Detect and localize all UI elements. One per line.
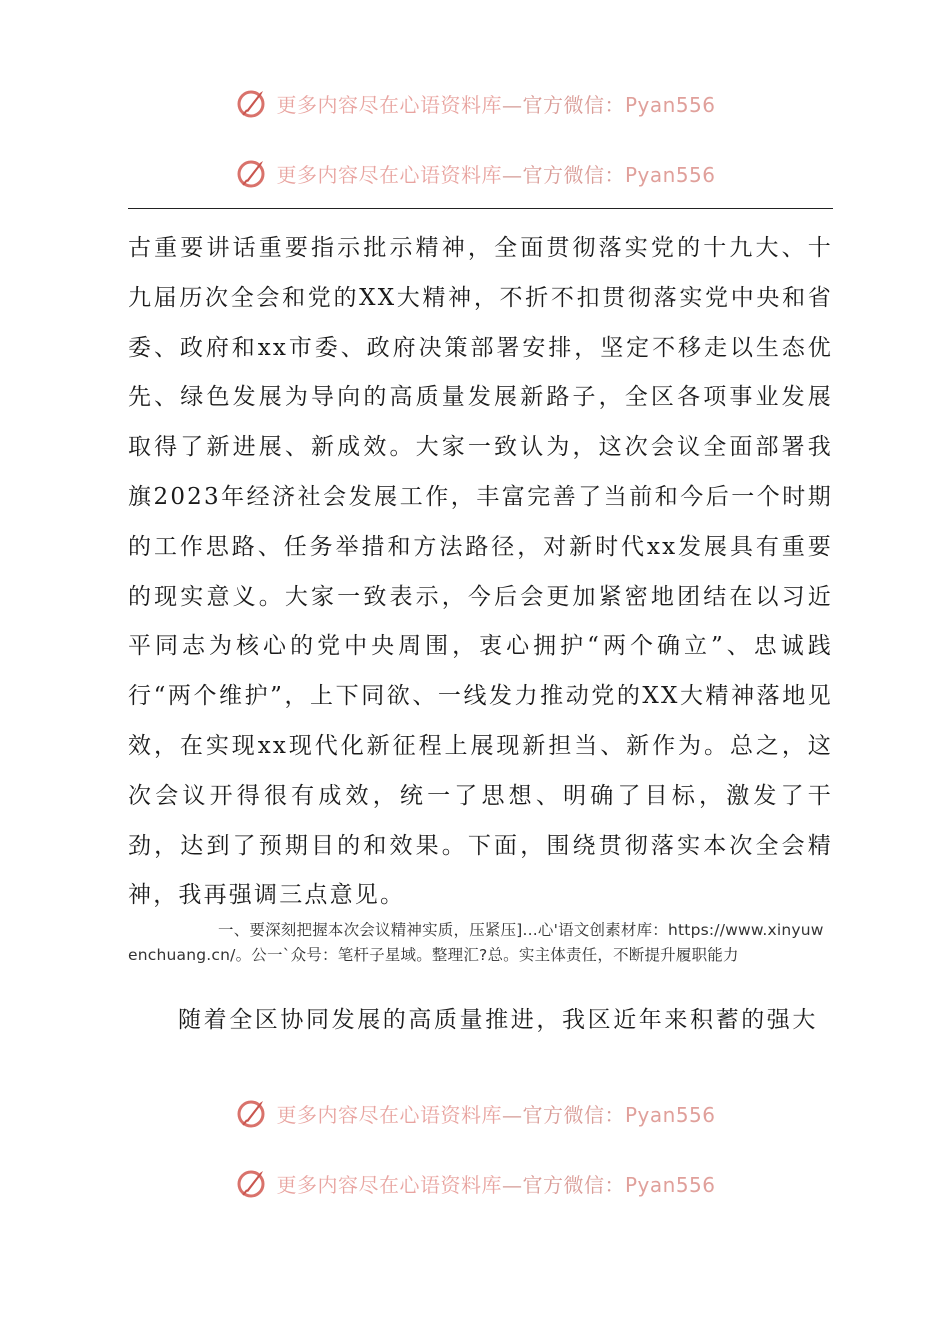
watermark-wechat-id: Pyan556 bbox=[624, 92, 716, 117]
watermark-banner-top-2 bbox=[0, 153, 950, 193]
watermark-text: 更多内容尽在心语资料库 bbox=[276, 92, 502, 117]
watermark-wechat-label: 官方微信： bbox=[522, 92, 625, 117]
watermark-wechat-label: 官方微信： bbox=[522, 162, 625, 187]
header-divider bbox=[128, 208, 833, 209]
watermark-text: 更多内容尽在心语资料库 bbox=[276, 162, 502, 187]
watermark-wechat-label: 官方微信： bbox=[522, 1102, 625, 1127]
quill-logo-icon bbox=[234, 85, 270, 121]
watermark-separator: — bbox=[501, 92, 523, 117]
watermark-text: 更多内容尽在心语资料库 bbox=[276, 1172, 502, 1197]
quill-logo-icon bbox=[234, 1165, 270, 1201]
watermark-banner-bottom-1 bbox=[0, 1093, 950, 1133]
body-paragraph-continued: 随着全区协同发展的高质量推进，我区近年来积蓄的强大 bbox=[178, 1007, 818, 1033]
watermark-banner-top-1 bbox=[0, 83, 950, 123]
watermark-wechat-id: Pyan556 bbox=[624, 162, 716, 187]
watermark-separator: — bbox=[501, 1172, 523, 1197]
watermark-wechat-label: 官方微信： bbox=[522, 1172, 625, 1197]
body-paragraph: 古重要讲话重要指示批示精神，全面贯彻落实党的十九大、十九届历次全会和党的XX大精神，不折不扣贯彻落实党中央和省委、政府和xx市委、政府决策部署安排，坚定不移走以生态优先、绿色发展为导向的高质量发展新路子，全区各项事业发展取得了新进展、新成效。大家一致认为，这次会议全面部署我旗2023年经济社会发展工作，丰富完善了当前和今后一个时期的工作思路、任务举措和方法路径，对新时代xx发展具有重要的现实意义。大家一致表示，今后会更加紧密地团结在以习近平同志为核心的党中央周围，衷心拥护“两个确立”、忠诚践行“两个维护”，上下同欲、一线发力推动党的XX大精神落地见效，在实现xx现代化新征程上展现新担当、新作为。总之，这次会议开得很有成效，统一了思想、明确了目标，激发了干劲，达到了预期目的和效果。下面，围绕贯彻落实本次全会精神，我再强调三点意见。 bbox=[128, 235, 833, 909]
watermark-text: 更多内容尽在心语资料库 bbox=[276, 1102, 502, 1127]
watermark-separator: — bbox=[501, 1102, 523, 1127]
watermark-banner-bottom-2 bbox=[0, 1163, 950, 1203]
watermark-separator: — bbox=[501, 162, 523, 187]
watermark-wechat-id: Pyan556 bbox=[624, 1102, 716, 1127]
quill-logo-icon bbox=[234, 1095, 270, 1131]
inserted-note: 一、要深刻把握本次会议精神实质，压紧压]...心'语文创素材库：https://www.xinyuwenchuang.cn/。公一`众号：笔杆子星域。整理汇?总。实主体责任，不断提升履职能力 bbox=[128, 921, 824, 964]
watermark-wechat-id: Pyan556 bbox=[624, 1172, 716, 1197]
quill-logo-icon bbox=[234, 155, 270, 191]
